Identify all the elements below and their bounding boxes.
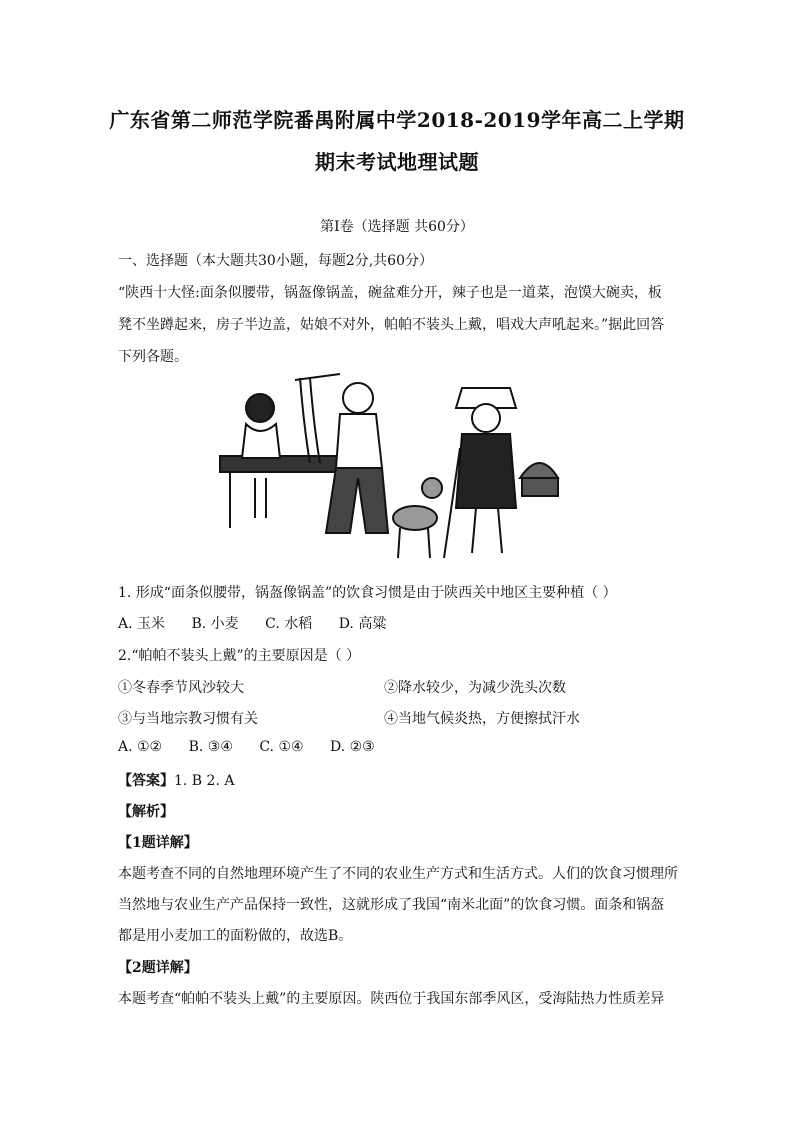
answer-label: 【答案】 [118,773,174,789]
q2-stem: 2.“帕帕不装头上戴”的主要原因是（ ） [118,648,361,664]
q1-options [118,613,408,633]
passage-line-2: 凳不坐蹲起来，房子半边盖，姑娘不对外，帕帕不装头上戴，唱戏大声吼起来。”据此回答 [118,317,665,333]
q2-item-4: ④当地气候炎热，方便擦拭汗水 [384,711,580,727]
q1-stem: 1. 形成“面条似腰带，锅盔像锅盖”的饮食习惯是由于陕西关中地区主要种植（ ） [118,585,617,601]
q1-option-d[interactable]: D. 高粱 [338,616,387,632]
detail-2-label: 【2题详解】 [118,960,198,976]
detail-1-line-1: 本题考查不同的自然地理环境产生了不同的农业生产方式和生活方式。人们的饮食习惯理所 [118,866,678,882]
passage-line-1: “陕西十大怪:面条似腰带，锅盔像锅盖，碗盆难分开，辣子也是一道菜，泡馍大碗卖，板 [118,285,662,301]
q1-option-c[interactable]: C. 水稻 [265,616,313,632]
q2-item-1: ①冬春季节风沙较大 [118,680,244,696]
detail-1-line-3: 都是用小麦加工的面粉做的，故选B。 [118,928,353,944]
q1-option-a[interactable]: A. 玉米 [118,616,166,632]
doc-title-line2: 期末考试地理试题 [315,150,479,174]
q2-options [118,739,397,755]
doc-title-line1: 广东省第二师范学院番禺附属中学2018-2019学年高二上学期 [109,108,685,132]
analysis-label: 【解析】 [118,804,174,820]
q2-item-3: ③与当地宗教习惯有关 [118,711,258,727]
answer-line [118,770,234,790]
q2-option-a[interactable]: A. ①② [118,739,163,755]
detail-1-line-2: 当然地与农业生产产品保持一致性，这就形成了我国“南米北面”的饮食习惯。面条和锅盔 [118,897,665,913]
part-label: 第Ⅰ卷（选择题 共60分） [320,219,474,235]
q2-option-c[interactable]: C. ①④ [259,739,304,755]
q2-item-2: ②降水较少，为减少洗头次数 [384,680,566,696]
section-heading: 一、选择题（本大题共30小题，每题2分,共60分） [118,253,433,269]
q2-option-d[interactable]: D. ②③ [330,739,375,755]
folk-scene-illustration [200,368,600,568]
answer-text: 1. B 2. A [174,773,235,789]
detail-2-line-1: 本题考查“帕帕不装头上戴”的主要原因。陕西位于我国东部季风区，受海陆热力性质差异 [118,991,665,1007]
q1-option-b[interactable]: B. 小麦 [191,616,239,632]
q2-option-b[interactable]: B. ③④ [188,739,233,755]
passage-line-3: 下列各题。 [118,349,188,365]
detail-1-label: 【1题详解】 [118,835,198,851]
